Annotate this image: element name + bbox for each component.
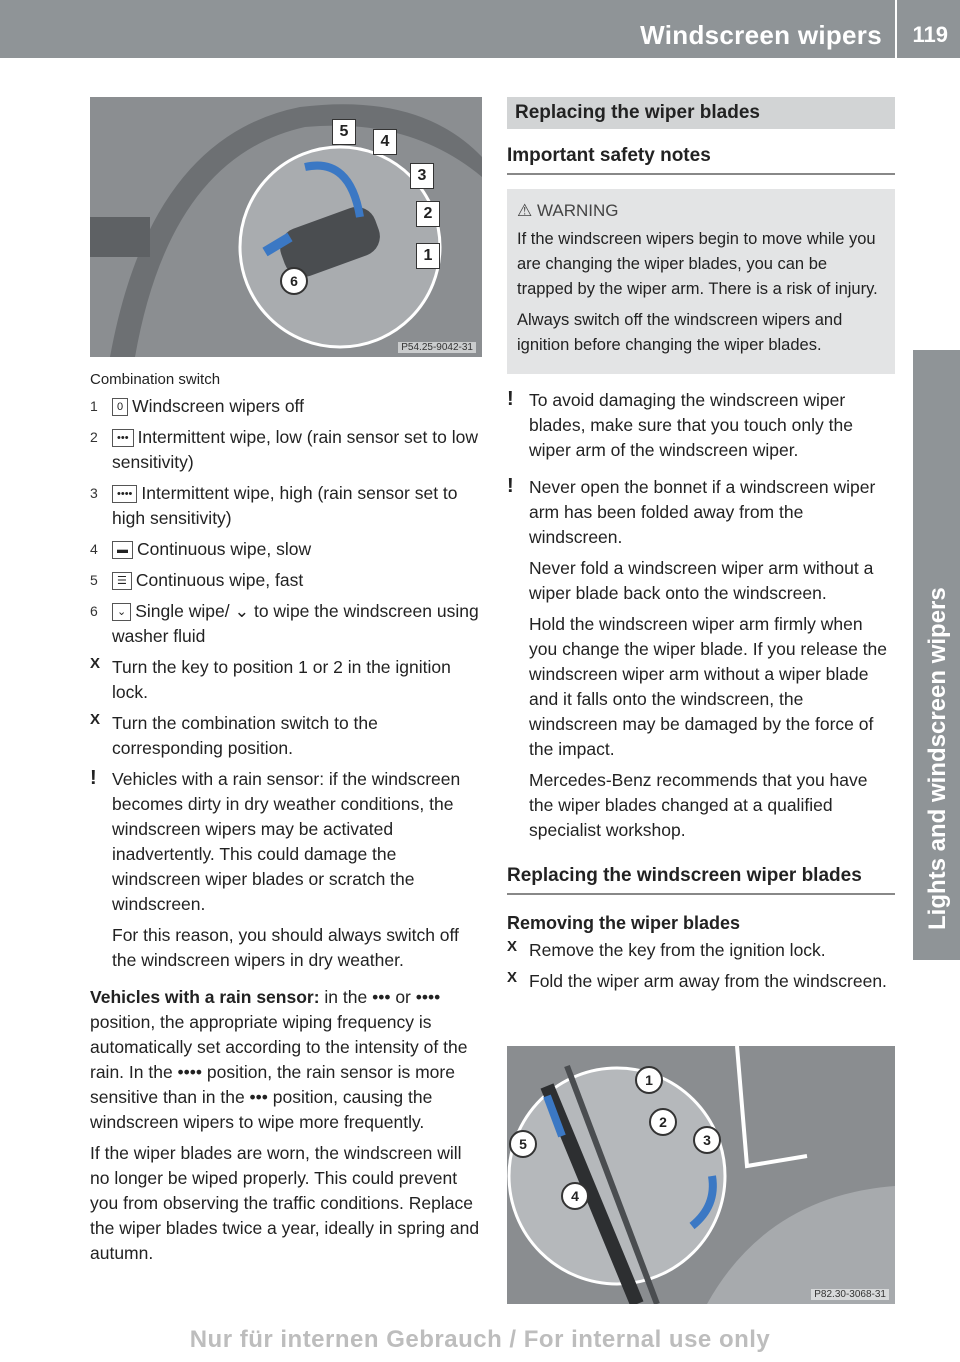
- instruction-text: Turn the combination switch to the corresponding position.: [112, 713, 378, 758]
- callout-3: 3: [693, 1126, 721, 1154]
- page-number: 119: [912, 22, 948, 47]
- note-text: To avoid damaging the windscreen wiper blades, make sure that you touch only the wiper arm of the windscreen wiper.: [529, 390, 853, 460]
- heading-replacing-blades: Replacing the windscreen wiper blades: [507, 865, 895, 895]
- wiper-blade-illustration: [507, 1046, 895, 1304]
- subheading-removing: Removing the wiper blades: [507, 913, 741, 933]
- callout-1: 1: [635, 1066, 663, 1094]
- item-text: Continuous wipe, fast: [135, 570, 304, 590]
- callout-5: 5: [332, 119, 356, 145]
- wiper-blade-figure: [507, 1046, 895, 1304]
- callout-5: 5: [509, 1130, 537, 1158]
- item-text: Intermittent wipe, low (rain sensor set to low sensitivity): [112, 427, 478, 472]
- list-item: [90, 481, 482, 531]
- note-text: Hold the windscreen wiper arm firmly when you change the wiper blade. If you release the windscreen wiper arm without a wiper blade and it falls onto the windscreen, the windscreen may be damaged by the force of the impact.: [529, 614, 888, 759]
- note-text: Vehicles with a rain sensor: if the windscreen becomes dirty in dry weather conditions, the windscreen wipers may be activated inadvertently. This could damage the windscreen wiper blades or scratch the windscreen.: [112, 769, 461, 914]
- list-item: [90, 537, 482, 562]
- instruction: [507, 938, 895, 963]
- combination-switch-figure: [90, 97, 482, 357]
- instruction-icon: X: [507, 938, 518, 955]
- wiper-off-icon: 0: [112, 398, 128, 416]
- instruction-icon: X: [90, 655, 101, 672]
- intermittent-high-icon: ••••: [112, 485, 137, 503]
- warning-triangle-icon: ⚠: [517, 201, 537, 220]
- list-item: [90, 568, 482, 593]
- figure-caption: Combination switch: [90, 371, 221, 388]
- left-column: [90, 97, 482, 1272]
- note: [90, 767, 482, 979]
- figure-code: P82.30-3068-31: [811, 1289, 889, 1300]
- rain-sensor-text: in the ••• or •••• position, the appropriate wiping frequency is automatically set according to the intensity of the rain. In the •••• position, the rain sensor is more sensitive than in the ••• position, causing the windscreen wipers to wipe more frequently.: [90, 987, 468, 1132]
- instruction: [90, 655, 482, 705]
- item-number: 6: [90, 603, 98, 619]
- instruction: [507, 969, 895, 994]
- warning-box: [507, 189, 895, 374]
- callout-4: 4: [561, 1182, 589, 1210]
- single-wipe-icon: ⌄: [112, 603, 131, 621]
- combination-switch-illustration: [90, 97, 482, 357]
- side-tab-label: [918, 890, 960, 930]
- intermittent-low-icon: •••: [112, 429, 134, 447]
- item-text: Intermittent wipe, high (rain sensor set to high sensitivity): [112, 483, 458, 528]
- warning-title-text: WARNING: [536, 201, 619, 220]
- rain-sensor-lead: Vehicles with a rain sensor:: [90, 987, 320, 1007]
- callout-4: 4: [373, 129, 397, 155]
- footer-watermark: Nur für internen Gebrauch / For internal use only: [189, 1326, 771, 1353]
- note: [507, 388, 895, 469]
- header-title: Windscreen wipers: [640, 20, 882, 50]
- warning-text: Always switch off the windscreen wipers and ignition before changing the wiper blades.: [517, 311, 843, 354]
- item-text: Continuous wipe, slow: [137, 539, 312, 559]
- exclamation-icon: !: [507, 475, 514, 497]
- note-text: Mercedes-Benz recommends that you have the wiper blades changed at a qualified specialist workshop.: [529, 770, 868, 840]
- rain-sensor-paragraph: [90, 985, 482, 1135]
- callout-6: 6: [280, 267, 308, 295]
- callout-1: 1: [416, 243, 440, 269]
- instruction-icon: X: [90, 711, 101, 728]
- exclamation-icon: !: [90, 767, 97, 789]
- continuous-slow-icon: ▬: [112, 541, 133, 559]
- item-number: 3: [90, 485, 98, 501]
- instruction-text: Fold the wiper arm away from the windscreen.: [529, 971, 887, 991]
- figure-code: P54.25-9042-31: [398, 342, 476, 353]
- callout-2: 2: [416, 201, 440, 227]
- page-header: [0, 0, 960, 58]
- instruction-text: Remove the key from the ignition lock.: [529, 940, 826, 960]
- right-column: [507, 97, 895, 1000]
- item-number: 5: [90, 572, 98, 588]
- note-text: Never open the bonnet if a windscreen wiper arm has been folded away from the windscreen.: [529, 477, 876, 547]
- instruction-icon: X: [507, 969, 518, 986]
- section-title: Replacing the wiper blades: [507, 97, 895, 129]
- note: [507, 475, 895, 849]
- callout-2: 2: [649, 1108, 677, 1136]
- item-text: Single wipe/ ⌄ to wipe the windscreen using washer fluid: [112, 601, 479, 646]
- warning-title: [517, 201, 885, 221]
- list-item: [90, 425, 482, 475]
- item-number: 4: [90, 541, 98, 557]
- instruction-text: Turn the key to position 1 or 2 in the ignition lock.: [112, 657, 451, 702]
- note-text: Never fold a windscreen wiper arm without a wiper blade back onto the windscreen.: [529, 558, 874, 603]
- callout-3: 3: [410, 163, 434, 189]
- exclamation-icon: !: [507, 388, 514, 410]
- item-number: 1: [90, 398, 98, 414]
- note-text: For this reason, you should always switch off the windscreen wipers in dry weather.: [112, 925, 459, 970]
- item-text: Windscreen wipers off: [132, 396, 304, 416]
- list-item: [90, 394, 482, 419]
- heading-safety-notes: Important safety notes: [507, 145, 895, 175]
- item-number: 2: [90, 429, 98, 445]
- worn-blades-paragraph: If the wiper blades are worn, the windscreen will no longer be wiped properly. This could prevent you from observing the traffic conditions. Replace the wiper blades twice a year, ideally in spring and autumn.: [90, 1143, 480, 1263]
- warning-text: If the windscreen wipers begin to move while you are changing the wiper blades, you can be trapped by the wiper arm. There is a risk of injury.: [517, 230, 878, 298]
- header-separator: [895, 0, 897, 58]
- continuous-fast-icon: ☰: [112, 572, 132, 590]
- instruction: [90, 711, 482, 761]
- list-item: [90, 599, 482, 649]
